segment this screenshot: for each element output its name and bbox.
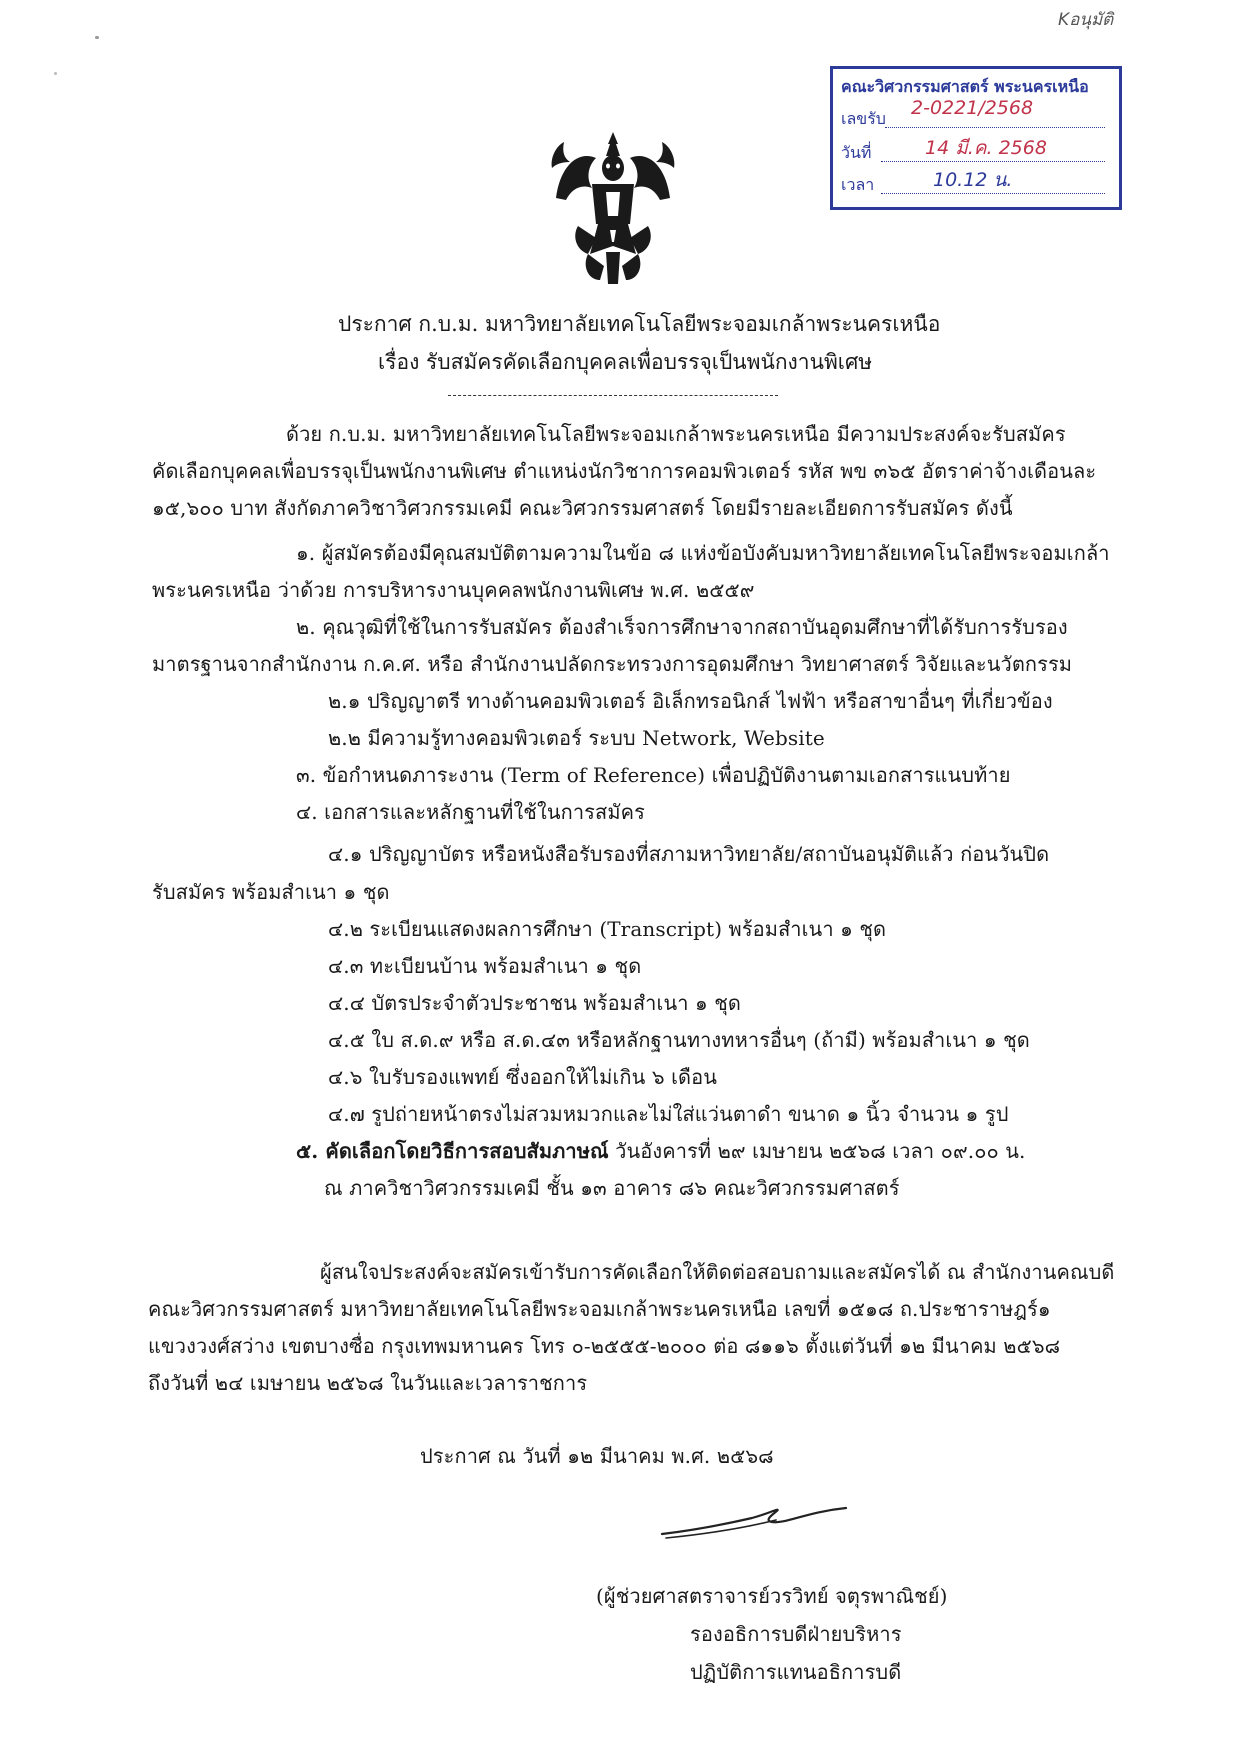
stamp-date-value: 14 มี.ค. 2568 <box>925 137 1047 159</box>
contact-line-4: ถึงวันที่ ๒๔ เมษายน ๒๕๖๘ ในวันและเวลาราชการ <box>148 1371 588 1395</box>
item-3: ๓. ข้อกำหนดภาระงาน (Term of Reference) เพื่อปฏิบัติงานตามเอกสารแนบท้าย <box>296 763 1011 787</box>
item-4-7: ๔.๗ รูปถ่ายหน้าตรงไม่สวมหมวกและไม่ใส่แว่นตาดำ ขนาด ๑ นิ้ว จำนวน ๑ รูป <box>328 1102 1009 1126</box>
stamp-time-label: เวลา <box>841 175 875 194</box>
scan-speck <box>54 72 57 75</box>
item-4-3: ๔.๓ ทะเบียนบ้าน พร้อมสำเนา ๑ ชุด <box>328 954 642 978</box>
item-4-1-line-1: ๔.๑ ปริญญาบัตร หรือหนังสือรับรองที่สภามหาวิทยาลัย/สถาบันอนุมัติแล้ว ก่อนวันปิด <box>328 842 1050 866</box>
stamp-date-label: วันที่ <box>841 143 872 162</box>
item-5-datetime: วันอังคารที่ ๒๙ เมษายน ๒๕๖๘ เวลา ๐๙.๐๐ น. <box>608 1139 1026 1163</box>
contact-line-3: แขวงวงศ์สว่าง เขตบางซื่อ กรุงเทพมหานคร โทร ๐-๒๕๕๕-๒๐๐๐ ต่อ ๘๑๑๖ ตั้งแต่วันที่ ๑๒ มีนาคม ๒๕๖๘ <box>148 1334 1061 1358</box>
handwritten-signature <box>656 1490 856 1550</box>
item-5-line-2: ณ ภาควิชาวิศวกรรมเคมี ชั้น ๑๓ อาคาร ๘๖ คณะวิศวกรรมศาสตร์ <box>324 1176 900 1200</box>
announcement-subject: เรื่อง รับสมัครคัดเลือกบุคคลเพื่อบรรจุเป็นพนักงานพิเศษ <box>378 350 873 374</box>
stamp-receipt-label: เลขรับ <box>841 109 886 128</box>
item-1-line-2: พระนครเหนือ ว่าด้วย การบริหารงานบุคคลพนักงานพิเศษ พ.ศ. ๒๕๕๙ <box>152 578 755 602</box>
stamp-dotline <box>885 127 1105 128</box>
stamp-time-value: 10.12 น. <box>933 169 1013 191</box>
stamp-receipt-value: 2-0221/2568 <box>911 97 1034 119</box>
title-divider <box>448 395 778 396</box>
item-2-1: ๒.๑ ปริญญาตรี ทางด้านคอมพิวเตอร์ อิเล็กทรอนิกส์ ไฟฟ้า หรือสาขาอื่นๆ ที่เกี่ยวข้อง <box>328 689 1053 713</box>
stamp-org: คณะวิศวกรรมศาสตร์ พระนครเหนือ <box>841 77 1089 96</box>
intro-line-3: ๑๕,๖๐๐ บาท สังกัดภาควิชาวิศวกรรมเคมี คณะวิศวกรรมศาสตร์ โดยมีรายละเอียดการรับสมัคร ดังนี้ <box>152 496 1013 520</box>
item-5-heading: ๕. คัดเลือกโดยวิธีการสอบสัมภาษณ์ <box>296 1139 609 1163</box>
contact-line-2: คณะวิศวกรรมศาสตร์ มหาวิทยาลัยเทคโนโลยีพระจอมเกล้าพระนครเหนือ เลขที่ ๑๕๑๘ ถ.ประชาราษฎร์๑ <box>148 1297 1051 1321</box>
intro-line-1: ด้วย ก.บ.ม. มหาวิทยาลัยเทคโนโลยีพระจอมเกล้าพระนครเหนือ มีความประสงค์จะรับสมัคร <box>286 422 1066 446</box>
receipt-stamp <box>830 66 1122 210</box>
garuda-emblem <box>548 128 678 286</box>
item-4-6: ๔.๖ ใบรับรองแพทย์ ซึ่งออกให้ไม่เกิน ๖ เดือน <box>328 1065 717 1089</box>
scan-speck <box>95 36 99 39</box>
item-4-1-line-2: รับสมัคร พร้อมสำเนา ๑ ชุด <box>152 880 390 904</box>
item-4-5: ๔.๕ ใบ ส.ด.๙ หรือ ส.ด.๔๓ หรือหลักฐานทางทหารอื่นๆ (ถ้ามี) พร้อมสำเนา ๑ ชุด <box>328 1028 1030 1052</box>
announcement-title: ประกาศ ก.บ.ม. มหาวิทยาลัยเทคโนโลยีพระจอมเกล้าพระนครเหนือ <box>338 312 941 336</box>
announcement-date: ประกาศ ณ วันที่ ๑๒ มีนาคม พ.ศ. ๒๕๖๘ <box>420 1444 774 1468</box>
item-5-line-1 <box>296 1135 1026 1167</box>
corner-handwritten-note: Kอนุมัติ <box>1058 10 1114 30</box>
item-2-line-1: ๒. คุณวุฒิที่ใช้ในการรับสมัคร ต้องสำเร็จการศึกษาจากสถาบันอุดมศึกษาที่ได้รับการรับรอง <box>296 615 1068 639</box>
contact-line-1: ผู้สนใจประสงค์จะสมัครเข้ารับการคัดเลือกให้ติดต่อสอบถามและสมัครได้ ณ สำนักงานคณบดี <box>320 1260 1115 1284</box>
item-4-4: ๔.๔ บัตรประจำตัวประชาชน พร้อมสำเนา ๑ ชุด <box>328 991 742 1015</box>
intro-line-2: คัดเลือกบุคคลเพื่อบรรจุเป็นพนักงานพิเศษ ตำแหน่งนักวิชาการคอมพิวเตอร์ รหัส พข ๓๖๕ อัตราค่าจ้างเดือนละ <box>152 459 1097 483</box>
item-2-line-2: มาตรฐานจากสำนักงาน ก.ค.ศ. หรือ สำนักงานปลัดกระทรวงการอุดมศึกษา วิทยาศาสตร์ วิจัยและนวัตกรรม <box>152 652 1073 676</box>
item-2-2: ๒.๒ มีความรู้ทางคอมพิวเตอร์ ระบบ Network, Website <box>328 726 825 750</box>
signatory-position-1: รองอธิการบดีฝ่ายบริหาร <box>690 1622 902 1646</box>
item-1-line-1: ๑. ผู้สมัครต้องมีคุณสมบัติตามความในข้อ ๘ แห่งข้อบังคับมหาวิทยาลัยเทคโนโลยีพระจอมเกล้า <box>296 541 1110 565</box>
item-4: ๔. เอกสารและหลักฐานที่ใช้ในการสมัคร <box>296 800 645 824</box>
signatory-position-2: ปฏิบัติการแทนอธิการบดี <box>690 1660 902 1684</box>
signatory-name: (ผู้ช่วยศาสตราจารย์วรวิทย์ จตุรพาณิชย์) <box>596 1584 948 1608</box>
item-4-2: ๔.๒ ระเบียนแสดงผลการศึกษา (Transcript) พร้อมสำเนา ๑ ชุด <box>328 917 887 941</box>
